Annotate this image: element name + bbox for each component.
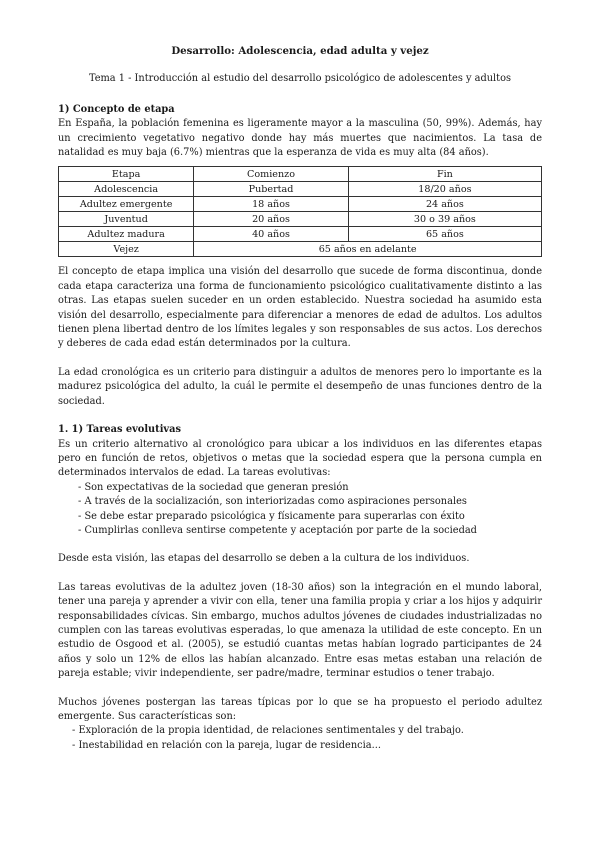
paragraph-adultez-joven: Las tareas evolutivas de la adultez joven (18-30 años) son la integración en el mundo laboral, tener una pareja y aprender a vivir con ella, tener una familia propia y criar a los hijos y adquirir responsabilidades cívicas. Sin embargo, muchos adultos jóvenes de ciudades industrializadas no cumplen con las tareas evolutivas esperadas, lo que amenaza la utilidad de este concepto. En un estudio de Osgood et al. (2005), se estudió cuantas metas habían logrado participantes de 24 años y solo un 12% de ellos las habían alcanzado. Entre esas metas estaban una relación de pareja estable; vivir independiente, ser padre/madre, terminar estudios o tener trabajo. [58,581,542,680]
document-title: Desarrollo: Adolescencia, edad adulta y vejez [171,45,429,57]
table-cell: Adolescencia [59,182,194,197]
list-item: - Inestabilidad en relación con la pareja, lugar de residencia... [72,739,542,753]
table-cell: 18/20 años [348,182,541,197]
table-cell-merged: 65 años en adelante [194,242,542,257]
paragraph-poblacion: En España, la población femenina es ligeramente mayor a la masculina (50, 99%). Además, hay un crecimiento vegetativo negativo donde hay más muertes que nacimientos. La tasa de natalidad es muy baja (6.7%) mientras que la esperanza de vida es muy alta (84 años). [58,118,542,159]
table-cell: Vejez [59,242,194,257]
stages-table [58,166,542,257]
table-header-cell: Comienzo [194,167,349,182]
table-row [59,212,542,227]
table-cell: 24 años [348,197,541,212]
table-cell: 20 años [194,212,349,227]
section-heading-tareas-evolutivas: 1. 1) Tareas evolutivas [58,424,181,436]
table-row [59,242,542,257]
table-row [59,197,542,212]
list-item: - Cumplirlas conlleva sentirse competente y aceptación por parte de la sociedad [78,524,542,538]
list-item: - Se debe estar preparado psicológica y físicamente para superarlas con éxito [78,510,542,524]
section-heading-concepto-etapa: 1) Concepto de etapa [58,103,175,115]
paragraph-concepto-etapa: El concepto de etapa implica una visión del desarrollo que sucede de forma discontinua, donde cada etapa caracteriza una forma de funcionamiento psicológico cualitativamente distinto a las otras. Las etapas suelen suceder en un orden establecido. Nuestra sociedad ha asumido esta visión del desarrollo, especialmente para diferenciar a menores de edad de adultos. Los adultos tienen plena libertad dentro de los límites legales y son responsables de sus actos. Los derechos y deberes de cada edad están determinados por la cultura. [58,266,542,350]
paragraph-adultez-emergente: Muchos jóvenes postergan las tareas típicas por lo que se ha propuesto el periodo adultez emergente. Sus características son: [58,696,542,722]
tareas-list [58,481,542,539]
table-cell: 30 o 39 años [348,212,541,227]
table-cell: Adultez madura [59,227,194,242]
list-item: - Exploración de la propia identidad, de relaciones sentimentales y del trabajo. [72,724,542,738]
paragraph-edad-cronologica: La edad cronológica es un criterio para distinguir a adultos de menores pero lo importante es la madurez psicológica del adulto, la cuál le permite el desempeño de unas funciones dentro de la sociedad. [58,366,542,407]
paragraph-vision-cultura: Desde esta visión, las etapas del desarrollo se deben a la cultura de los individuos. [58,553,470,565]
document-subtitle: Tema 1 - Introducción al estudio del desarrollo psicológico de adolescentes y adultos [88,73,512,85]
table-header-cell: Etapa [59,167,194,182]
table-cell: Juventud [59,212,194,227]
paragraph-criterio-alternativo: Es un criterio alternativo al cronológico para ubicar a los individuos en las diferentes etapas pero en función de retos, objetivos o metas que la sociedad espera que la persona cumpla en determinados intervalos de edad. La tareas evolutivas: [58,438,542,479]
list-item: - A través de la socialización, son interiorizadas como aspiraciones personales [78,495,542,509]
list-item: - Son expectativas de la sociedad que generan presión [78,481,542,495]
table-cell: Pubertad [194,182,349,197]
table-cell: Adultez emergente [59,197,194,212]
table-row [59,182,542,197]
caracteristicas-list [58,724,542,753]
table-cell: 18 años [194,197,349,212]
table-header-row [59,167,542,182]
table-row [59,227,542,242]
table-header-cell: Fin [348,167,541,182]
table-cell: 40 años [194,227,349,242]
table-cell: 65 años [348,227,541,242]
